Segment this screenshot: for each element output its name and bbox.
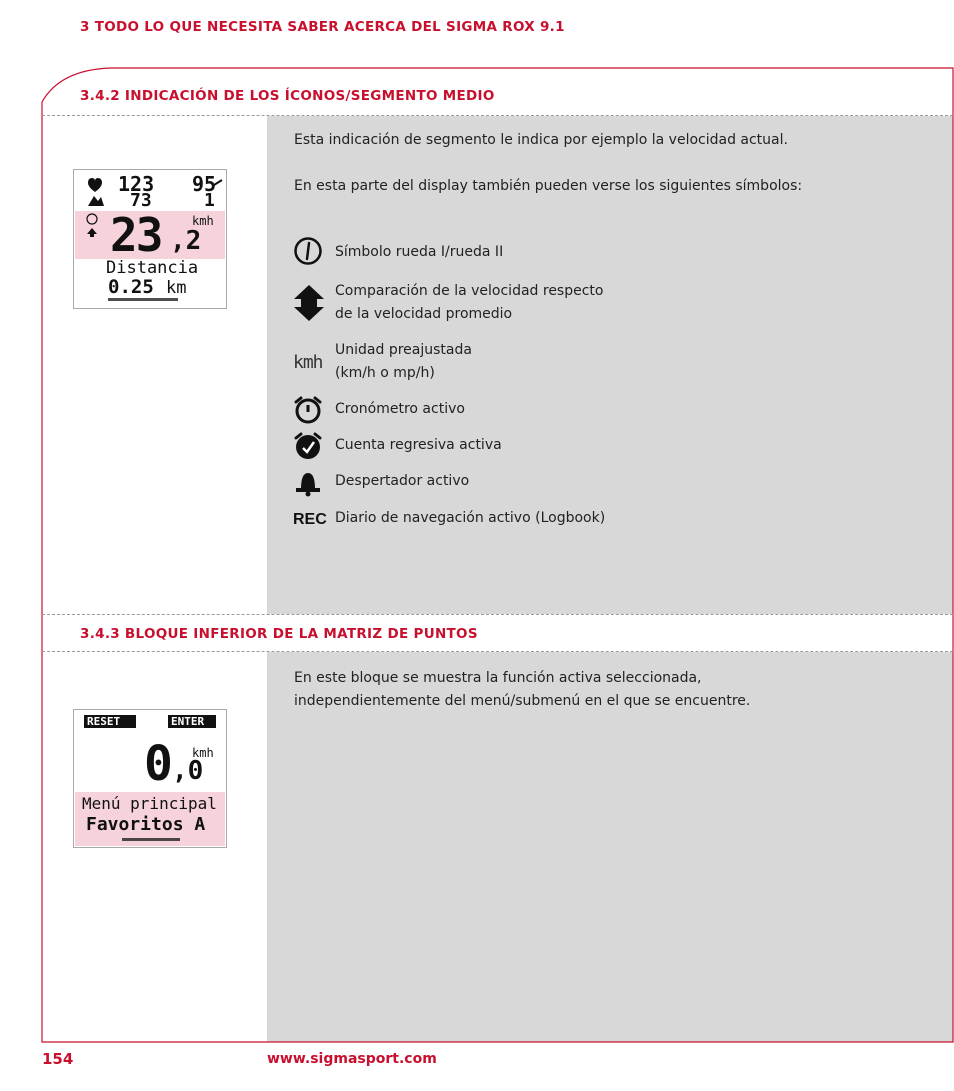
symbol-row-alarm xyxy=(293,468,469,498)
symbol-label: Símbolo rueda I/rueda II xyxy=(335,244,504,260)
speed-compare-icon xyxy=(293,280,335,326)
symbol-row-unit xyxy=(293,339,472,385)
section1-intro: Esta indicación de segmento le indica por ejemplo la velocidad actual. xyxy=(294,132,788,148)
footer-url[interactable]: www.sigmasport.com xyxy=(267,1051,437,1067)
lcd-value: 0.25 xyxy=(108,276,154,298)
symbol-label: Cronómetro activo xyxy=(335,401,465,417)
symbol-row-countdown xyxy=(293,431,502,461)
section1-intro2: En esta parte del display también pueden verse los siguientes símbolos: xyxy=(294,178,803,194)
chapter-title: 3 TODO LO QUE NECESITA SABER ACERCA DEL SIGMA ROX 9.1 xyxy=(80,19,565,35)
stopwatch-icon xyxy=(293,395,335,425)
divider xyxy=(42,614,953,615)
lcd-altitude: 73 xyxy=(130,190,152,211)
symbol-label: Comparación de la velocidad respecto xyxy=(335,283,604,299)
section2-title: 3.4.3 BLOQUE INFERIOR DE LA MATRIZ DE PUNTOS xyxy=(80,626,478,642)
symbol-label: (km/h o mp/h) xyxy=(335,365,435,381)
alarm-bell-icon xyxy=(293,468,335,498)
lcd-speed: 0 xyxy=(144,736,173,792)
altitude-icon xyxy=(88,196,104,206)
countdown-icon xyxy=(293,431,335,461)
lcd-unit: kmh xyxy=(192,214,214,228)
section1-title: 3.4.2 INDICACIÓN DE LOS ÍCONOS/SEGMENTO MEDIO xyxy=(80,88,495,104)
rec-icon: REC xyxy=(293,511,327,528)
symbol-label: Diario de navegación activo (Logbook) xyxy=(335,510,606,526)
wheel-icon xyxy=(293,236,335,266)
symbol-label: Despertador activo xyxy=(335,473,470,489)
symbol-row-wheel xyxy=(293,236,503,266)
lcd-unit: kmh xyxy=(192,746,214,760)
device-display-menu xyxy=(73,709,227,848)
lcd-gradient: 1 xyxy=(204,190,215,211)
symbol-row-logbook xyxy=(293,505,605,535)
symbol-label: de la velocidad promedio xyxy=(335,306,513,322)
device-display-speed xyxy=(73,169,227,309)
symbol-row-speed-compare xyxy=(293,280,603,326)
reset-softkey: RESET xyxy=(87,715,121,728)
lcd-favorites: Favoritos A xyxy=(86,814,206,835)
symbol-label: Unidad preajustada xyxy=(335,342,472,358)
lcd-label: Distancia xyxy=(106,258,199,278)
lcd-speed: 23 xyxy=(110,208,162,262)
page-number: 154 xyxy=(42,1050,74,1068)
lcd-hr: 123 xyxy=(118,172,155,196)
lcd-value-unit: km xyxy=(166,278,187,298)
divider xyxy=(42,651,953,652)
lcd-speed-decimal: ,2 xyxy=(170,226,202,256)
kmh-icon: kmh xyxy=(293,351,323,373)
symbol-label: Cuenta regresiva activa xyxy=(335,437,502,453)
enter-softkey: ENTER xyxy=(171,715,205,728)
divider xyxy=(42,115,953,116)
lcd-cadence: 95 xyxy=(192,172,217,196)
lcd-speed-decimal: ,0 xyxy=(172,756,204,786)
symbol-row-stopwatch xyxy=(293,395,465,425)
section2-text-line1: En este bloque se muestra la función activa seleccionada, xyxy=(294,670,702,686)
section2-text-line2: independientemente del menú/submenú en el que se encuentre. xyxy=(294,693,751,709)
lcd-menu: Menú principal xyxy=(82,794,217,813)
heart-icon xyxy=(88,178,102,192)
